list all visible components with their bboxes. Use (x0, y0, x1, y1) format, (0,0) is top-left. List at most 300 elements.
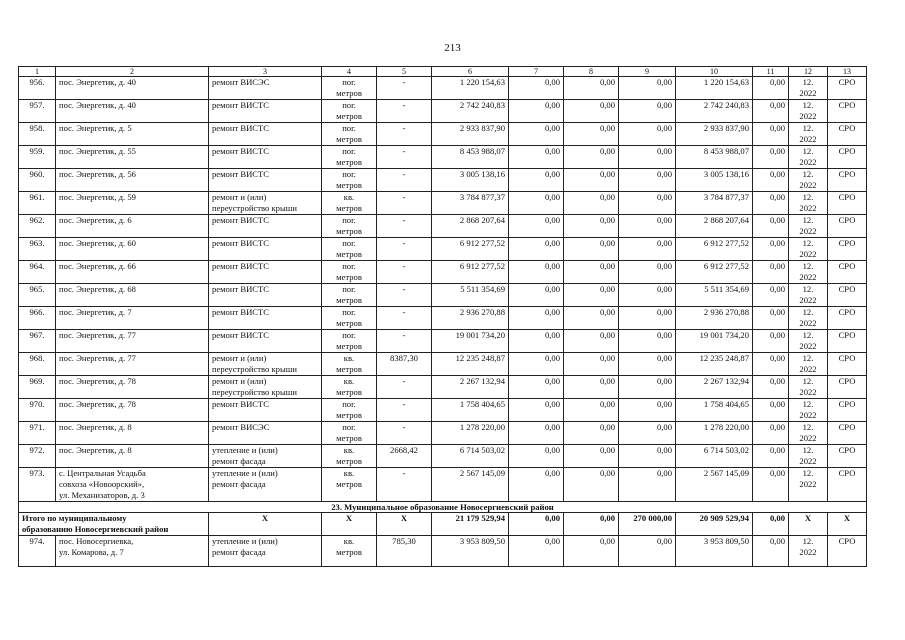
work-type-cell (209, 468, 322, 502)
deadline-month: 12. (802, 284, 814, 294)
unit-cell (322, 123, 377, 146)
row-number: 960. (19, 169, 56, 192)
method-cell: СРО (828, 422, 867, 445)
address-cell: пос. Энергетик, д. 56 (56, 169, 209, 192)
total-cost-cell: 1 278 220,00 (432, 422, 509, 445)
work-type-cell (209, 445, 322, 468)
deadline-month: 12. (802, 192, 814, 202)
method-cell: СРО (828, 376, 867, 399)
work-type-line: переустройство крыши (212, 364, 297, 374)
deadline-year: 2022 (799, 88, 817, 98)
address-cell: пос. Энергетик, д. 5 (56, 123, 209, 146)
amount-cell: 8 453 988,07 (676, 146, 753, 169)
deadline-month: 12. (802, 445, 814, 455)
quantity-cell: 2668,42 (377, 445, 432, 468)
method-cell: СРО (828, 330, 867, 353)
amount-cell: 0,00 (619, 445, 676, 468)
total-cost-cell: 3 953 809,50 (432, 536, 509, 567)
unit-line: метров (336, 134, 362, 144)
deadline-year: 2022 (799, 547, 817, 557)
table-row (19, 536, 867, 567)
amount-cell: 0,00 (509, 353, 564, 376)
amount-cell: 0,00 (753, 399, 789, 422)
total-cost-cell: 2 936 270,88 (432, 307, 509, 330)
unit-line: пог. (342, 261, 356, 271)
amount-cell: 0,00 (509, 169, 564, 192)
work-type-line: ремонт и (или) (212, 192, 267, 202)
address-line: пос. Новосергиевка, (59, 536, 134, 546)
amount-cell: 12 235 248,87 (676, 353, 753, 376)
deadline-cell (789, 376, 828, 399)
address-cell: пос. Энергетик, д. 66 (56, 261, 209, 284)
amount-cell: 0,00 (509, 261, 564, 284)
row-number: 967. (19, 330, 56, 353)
amount-cell: 0,00 (564, 238, 619, 261)
total-amount-cell: 0,00 (509, 513, 564, 536)
amount-cell: 0,00 (564, 307, 619, 330)
unit-cell (322, 77, 377, 100)
deadline-month: 12. (802, 169, 814, 179)
table-row (19, 399, 867, 422)
amount-cell: 0,00 (753, 353, 789, 376)
method-cell: СРО (828, 238, 867, 261)
row-number: 974. (19, 536, 56, 567)
row-number: 966. (19, 307, 56, 330)
amount-cell: 0,00 (509, 399, 564, 422)
total-cost-cell: 2 567 145,09 (432, 468, 509, 502)
row-number: 963. (19, 238, 56, 261)
deadline-year: 2022 (799, 157, 817, 167)
deadline-cell (789, 353, 828, 376)
deadline-month: 12. (802, 123, 814, 133)
unit-cell (322, 215, 377, 238)
table-row (19, 376, 867, 399)
amount-cell: 0,00 (509, 284, 564, 307)
work-type-line: переустройство крыши (212, 387, 297, 397)
deadline-year: 2022 (799, 180, 817, 190)
unit-line: пог. (342, 330, 356, 340)
method-cell: СРО (828, 353, 867, 376)
unit-line: метров (336, 479, 362, 489)
unit-line: кв. (343, 192, 355, 202)
unit-cell (322, 284, 377, 307)
amount-cell: 1 220 154,63 (676, 77, 753, 100)
address-line: с. Центральная Усадьба (59, 468, 146, 478)
amount-cell: 0,00 (619, 238, 676, 261)
work-type-line: ремонт и (или) (212, 376, 267, 386)
column-number: 9 (619, 67, 676, 77)
work-type-cell (209, 353, 322, 376)
deadline-year: 2022 (799, 364, 817, 374)
table-row (19, 169, 867, 192)
amount-cell: 0,00 (509, 238, 564, 261)
address-cell: пос. Энергетик, д. 7 (56, 307, 209, 330)
row-number: 972. (19, 445, 56, 468)
quantity-cell: - (377, 307, 432, 330)
column-number: 4 (322, 67, 377, 77)
work-type-cell (209, 238, 322, 261)
table-row (19, 146, 867, 169)
deadline-year: 2022 (799, 272, 817, 282)
address-cell: пос. Энергетик, д. 68 (56, 284, 209, 307)
unit-line: метров (336, 203, 362, 213)
amount-cell: 2 933 837,90 (676, 123, 753, 146)
unit-line: метров (336, 226, 362, 236)
unit-line: пог. (342, 399, 356, 409)
amount-cell: 0,00 (564, 123, 619, 146)
work-type-line: ремонт ВИСТС (212, 169, 270, 179)
amount-cell: 0,00 (619, 536, 676, 567)
amount-cell: 0,00 (564, 376, 619, 399)
table-row (19, 353, 867, 376)
deadline-month: 12. (802, 376, 814, 386)
work-type-line: ремонт фасада (212, 456, 266, 466)
deadline-year: 2022 (799, 387, 817, 397)
row-number: 957. (19, 100, 56, 123)
total-amount-cell: 0,00 (753, 513, 789, 536)
deadline-month: 12. (802, 468, 814, 478)
total-amount-cell: 270 000,00 (619, 513, 676, 536)
deadline-cell (789, 215, 828, 238)
unit-cell (322, 376, 377, 399)
total-cost-cell: 12 235 248,87 (432, 353, 509, 376)
row-number: 968. (19, 353, 56, 376)
unit-line: кв. (343, 536, 355, 546)
unit-cell (322, 445, 377, 468)
quantity-cell: - (377, 238, 432, 261)
amount-cell: 0,00 (509, 146, 564, 169)
quantity-cell: - (377, 77, 432, 100)
work-type-cell (209, 192, 322, 215)
method-cell: СРО (828, 146, 867, 169)
work-type-cell (209, 399, 322, 422)
deadline-year: 2022 (799, 341, 817, 351)
total-cost-cell: 2 868 207,64 (432, 215, 509, 238)
deadline-month: 12. (802, 353, 814, 363)
total-cost-cell: 6 912 277,52 (432, 261, 509, 284)
unit-cell (322, 307, 377, 330)
quantity-cell: - (377, 284, 432, 307)
amount-cell: 0,00 (753, 284, 789, 307)
unit-line: пог. (342, 238, 356, 248)
quantity-cell: - (377, 215, 432, 238)
deadline-year: 2022 (799, 410, 817, 420)
amount-cell: 0,00 (619, 376, 676, 399)
total-label-line: Итого по муниципальному (22, 513, 127, 523)
amount-cell: 0,00 (509, 330, 564, 353)
work-type-cell (209, 330, 322, 353)
address-cell: пос. Энергетик, д. 78 (56, 376, 209, 399)
quantity-cell: - (377, 330, 432, 353)
work-type-line: ремонт ВИСЭС (212, 77, 270, 87)
total-cost-cell: 6 714 503,02 (432, 445, 509, 468)
amount-cell: 0,00 (509, 307, 564, 330)
amount-cell: 0,00 (509, 536, 564, 567)
address-cell: пос. Энергетик, д. 60 (56, 238, 209, 261)
method-cell: СРО (828, 399, 867, 422)
deadline-cell (789, 77, 828, 100)
unit-cell (322, 146, 377, 169)
quantity-cell: 8387,30 (377, 353, 432, 376)
amount-cell: 0,00 (564, 169, 619, 192)
table-row (19, 100, 867, 123)
unit-line: метров (336, 433, 362, 443)
address-cell: пос. Энергетик, д. 59 (56, 192, 209, 215)
amount-cell: 0,00 (753, 77, 789, 100)
unit-cell (322, 169, 377, 192)
address-cell: пос. Энергетик, д. 40 (56, 77, 209, 100)
work-type-line: ремонт ВИСТС (212, 146, 270, 156)
amount-cell: 0,00 (619, 261, 676, 284)
section-title: 23. Муниципальное образование Новосергиевский район (19, 502, 867, 513)
amount-cell: 0,00 (564, 100, 619, 123)
amount-cell: 0,00 (564, 192, 619, 215)
amount-cell: 0,00 (753, 192, 789, 215)
amount-cell: 0,00 (509, 376, 564, 399)
work-type-cell (209, 376, 322, 399)
quantity-cell: 785,30 (377, 536, 432, 567)
work-type-line: ремонт ВИСТС (212, 238, 270, 248)
deadline-month: 12. (802, 261, 814, 271)
amount-cell: 0,00 (619, 100, 676, 123)
work-type-cell (209, 100, 322, 123)
unit-cell (322, 422, 377, 445)
deadline-month: 12. (802, 307, 814, 317)
amount-cell: 0,00 (564, 215, 619, 238)
amount-cell: 0,00 (619, 146, 676, 169)
unit-cell (322, 330, 377, 353)
amount-cell: 6 912 277,52 (676, 261, 753, 284)
column-number: 12 (789, 67, 828, 77)
work-type-cell (209, 215, 322, 238)
unit-line: метров (336, 318, 362, 328)
column-number: 7 (509, 67, 564, 77)
repair-registry-table (18, 66, 867, 567)
address-cell: пос. Энергетик, д. 77 (56, 330, 209, 353)
amount-cell: 0,00 (509, 100, 564, 123)
quantity-cell: - (377, 376, 432, 399)
deadline-cell (789, 238, 828, 261)
row-number: 964. (19, 261, 56, 284)
work-type-line: переустройство крыши (212, 203, 297, 213)
unit-line: метров (336, 387, 362, 397)
unit-cell (322, 261, 377, 284)
amount-cell: 0,00 (619, 399, 676, 422)
total-cost-cell: 19 001 734,20 (432, 330, 509, 353)
section-header-row (19, 502, 867, 513)
table-row (19, 215, 867, 238)
quantity-cell: - (377, 169, 432, 192)
amount-cell: 5 511 354,69 (676, 284, 753, 307)
amount-cell: 0,00 (509, 192, 564, 215)
column-number-row (19, 67, 867, 77)
table-row (19, 445, 867, 468)
address-cell (56, 468, 209, 502)
deadline-year: 2022 (799, 295, 817, 305)
column-number: 2 (56, 67, 209, 77)
work-type-line: ремонт ВИСТС (212, 100, 270, 110)
deadline-month: 12. (802, 215, 814, 225)
deadline-cell (789, 123, 828, 146)
table-row (19, 123, 867, 146)
amount-cell: 0,00 (753, 307, 789, 330)
deadline-month: 12. (802, 238, 814, 248)
amount-cell: 0,00 (753, 215, 789, 238)
method-cell: СРО (828, 123, 867, 146)
row-number: 958. (19, 123, 56, 146)
work-type-line: утепление и (или) (212, 468, 278, 478)
amount-cell: 0,00 (564, 353, 619, 376)
amount-cell: 0,00 (509, 445, 564, 468)
amount-cell: 0,00 (619, 169, 676, 192)
total-amount-cell: 0,00 (564, 513, 619, 536)
amount-cell: 0,00 (564, 422, 619, 445)
amount-cell: 0,00 (619, 192, 676, 215)
quantity-cell: - (377, 422, 432, 445)
address-cell (56, 536, 209, 567)
total-cost-cell: 2 933 837,90 (432, 123, 509, 146)
amount-cell: 0,00 (753, 422, 789, 445)
address-cell: пос. Энергетик, д. 6 (56, 215, 209, 238)
deadline-month: 12. (802, 100, 814, 110)
amount-cell: 0,00 (619, 307, 676, 330)
amount-cell: 0,00 (753, 445, 789, 468)
row-number: 959. (19, 146, 56, 169)
unit-line: метров (336, 341, 362, 351)
unit-line: пог. (342, 100, 356, 110)
amount-cell: 0,00 (619, 284, 676, 307)
amount-cell: 2 567 145,09 (676, 468, 753, 502)
total-label-cell (19, 513, 209, 536)
address-line: совхоза «Новоорский», (59, 479, 145, 489)
method-cell: СРО (828, 536, 867, 567)
deadline-month: 12. (802, 77, 814, 87)
deadline-cell (789, 169, 828, 192)
row-number: 962. (19, 215, 56, 238)
unit-line: метров (336, 456, 362, 466)
unit-line: метров (336, 111, 362, 121)
amount-cell: 0,00 (564, 536, 619, 567)
unit-line: метров (336, 272, 362, 282)
address-cell: пос. Энергетик, д. 77 (56, 353, 209, 376)
deadline-year: 2022 (799, 249, 817, 259)
total-sum-cell: 21 179 529,94 (432, 513, 509, 536)
total-cost-cell: 2 267 132,94 (432, 376, 509, 399)
method-cell: СРО (828, 261, 867, 284)
amount-cell: 0,00 (619, 422, 676, 445)
method-cell: СРО (828, 215, 867, 238)
column-number: 1 (19, 67, 56, 77)
amount-cell: 0,00 (753, 100, 789, 123)
amount-cell: 0,00 (753, 146, 789, 169)
column-number: 3 (209, 67, 322, 77)
amount-cell: 6 714 503,02 (676, 445, 753, 468)
amount-cell: 3 784 877,37 (676, 192, 753, 215)
total-cost-cell: 1 220 154,63 (432, 77, 509, 100)
unit-line: метров (336, 364, 362, 374)
column-number: 6 (432, 67, 509, 77)
method-cell: СРО (828, 284, 867, 307)
method-cell: СРО (828, 77, 867, 100)
deadline-cell (789, 536, 828, 567)
column-number: 8 (564, 67, 619, 77)
method-cell: СРО (828, 192, 867, 215)
unit-cell (322, 468, 377, 502)
deadline-month: 12. (802, 422, 814, 432)
deadline-cell (789, 330, 828, 353)
unit-cell (322, 536, 377, 567)
deadline-cell (789, 284, 828, 307)
work-type-line: ремонт ВИСТС (212, 261, 270, 271)
unit-line: метров (336, 547, 362, 557)
unit-line: метров (336, 157, 362, 167)
address-line: ул. Механизаторов, д. 3 (59, 490, 145, 500)
work-type-line: ремонт и (или) (212, 353, 267, 363)
deadline-year: 2022 (799, 479, 817, 489)
amount-cell: 0,00 (753, 261, 789, 284)
total-cost-cell: 5 511 354,69 (432, 284, 509, 307)
amount-cell: 0,00 (753, 536, 789, 567)
quantity-cell: - (377, 399, 432, 422)
deadline-cell (789, 261, 828, 284)
quantity-cell: - (377, 192, 432, 215)
table-row (19, 307, 867, 330)
amount-cell: 0,00 (564, 284, 619, 307)
work-type-line: ремонт ВИСТС (212, 330, 270, 340)
method-cell: СРО (828, 445, 867, 468)
amount-cell: 0,00 (564, 399, 619, 422)
work-type-line: ремонт ВИСЭС (212, 422, 270, 432)
unit-line: кв. (343, 353, 355, 363)
x-mark: Х (322, 513, 377, 536)
work-type-cell (209, 261, 322, 284)
quantity-cell: - (377, 146, 432, 169)
column-number: 5 (377, 67, 432, 77)
amount-cell: 0,00 (753, 123, 789, 146)
deadline-cell (789, 100, 828, 123)
work-type-cell (209, 536, 322, 567)
x-mark: Х (828, 513, 867, 536)
column-number: 13 (828, 67, 867, 77)
work-type-line: ремонт ВИСТС (212, 215, 270, 225)
work-type-line: ремонт ВИСТС (212, 123, 270, 133)
total-cost-cell: 3 005 138,16 (432, 169, 509, 192)
work-type-cell (209, 77, 322, 100)
amount-cell: 0,00 (753, 238, 789, 261)
work-type-line: утепление и (или) (212, 536, 278, 546)
method-cell: СРО (828, 169, 867, 192)
total-cost-cell: 6 912 277,52 (432, 238, 509, 261)
deadline-year: 2022 (799, 134, 817, 144)
table-row (19, 330, 867, 353)
amount-cell: 0,00 (564, 445, 619, 468)
quantity-cell: - (377, 123, 432, 146)
unit-line: пог. (342, 77, 356, 87)
unit-cell (322, 399, 377, 422)
amount-cell: 0,00 (564, 330, 619, 353)
row-number: 956. (19, 77, 56, 100)
unit-line: метров (336, 410, 362, 420)
deadline-month: 12. (802, 146, 814, 156)
table-row (19, 422, 867, 445)
address-cell: пос. Энергетик, д. 55 (56, 146, 209, 169)
amount-cell: 19 001 734,20 (676, 330, 753, 353)
address-line: ул. Комарова, д. 7 (59, 547, 124, 557)
amount-cell: 6 912 277,52 (676, 238, 753, 261)
page-number: 213 (444, 42, 461, 54)
method-cell: СРО (828, 468, 867, 502)
deadline-year: 2022 (799, 203, 817, 213)
